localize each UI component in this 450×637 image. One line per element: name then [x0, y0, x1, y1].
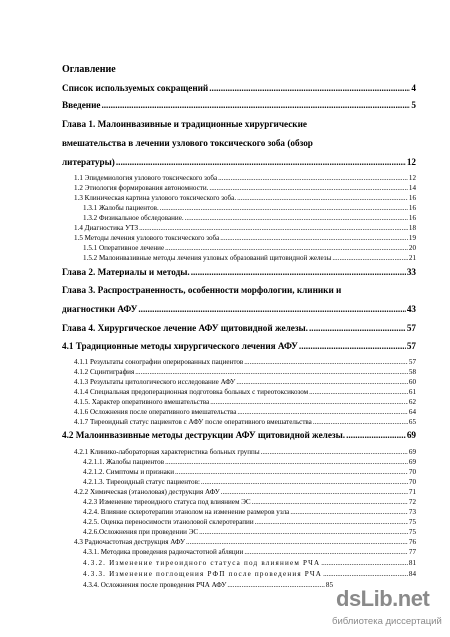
- toc-entry-4-3-2[interactable]: 4.3.2. Изменение тиреоидного статуса под влиянием РЧА ..... 81: [83, 560, 416, 567]
- toc-entry-4-2-1-3[interactable]: 4.2.1.3. Тиреоидный статус пациентов: ..... 70: [83, 479, 416, 486]
- toc-entry-1-5[interactable]: 1.5 Методы лечения узлового токсического зоба ..... 19: [74, 235, 416, 242]
- toc-entry-4-2-1-1[interactable]: 4.2.1.1. Жалобы пациентов ..... 69: [83, 459, 416, 466]
- toc-entry-4-2-6[interactable]: 4.2.6.Осложнения при проведении ЭС ..... 75: [83, 529, 416, 536]
- toc-entry-4-1-7[interactable]: 4.1.7 Тиреоидный статус пациентов с АФУ после оперативного вмешательства ..... 65: [74, 419, 416, 426]
- toc-entry-4-2-1[interactable]: 4.2.1 Клинико-лабораторная характеристика больных группы ..... 69: [74, 449, 416, 456]
- toc-entry-4-2-4[interactable]: 4.2.4. Влияние склеротерапии этанолом на изменение размеров узла ..... 73: [83, 509, 416, 516]
- toc-entry-abbreviations[interactable]: Список используемых сокращений ..... 4: [62, 84, 416, 93]
- toc-entry-1-2[interactable]: 1.2 Этиология формирования автономности. ..... 14: [74, 185, 416, 192]
- toc-entry-1-3-2[interactable]: 1.3.2 Физикальное обследование. ..... 16: [83, 215, 416, 222]
- toc-entry-4-2-1-2[interactable]: 4.2.1.2. Симптомы и признаки ..... 70: [83, 469, 416, 476]
- toc-entry-4-2-2[interactable]: 4.2.2 Химическая (этаноловая) деструкция АФУ ..... 71: [74, 489, 416, 496]
- toc-entry-chapter3-line1[interactable]: Глава 3. Распространенность, особенности морфологии, клиники и: [62, 285, 342, 295]
- watermark: [332, 586, 442, 632]
- toc-entry-chapter1[interactable]: литературы) ..... 12: [62, 158, 416, 167]
- toc-entry-introduction[interactable]: Введение ..... 5: [62, 101, 416, 110]
- toc-entry-1-3-1[interactable]: 1.3.1 Жалобы пациентов. ..... 16: [83, 205, 416, 212]
- toc-title: Оглавление: [62, 64, 116, 75]
- toc-entry-chapter2[interactable]: Глава 2. Материалы и методы. ..... 33: [62, 268, 416, 277]
- toc-entry-chapter3[interactable]: диагностики АФУ ..... 43: [62, 305, 416, 314]
- toc-entry-chapter4[interactable]: Глава 4. Хирургическое лечение АФУ щитовидной железы. ..... 57: [62, 324, 416, 333]
- toc-entry-4-1-6[interactable]: 4.1.6 Осложнения после оперативного вмешательства ..... 64: [74, 409, 416, 416]
- toc-entry-chapter1-line1[interactable]: Глава 1. Малоинвазивные и традиционные хирургические: [62, 119, 307, 129]
- toc-entry-1-3[interactable]: 1.3 Клиническая картина узлового токсического зоба. ..... 16: [74, 195, 416, 202]
- watermark-logo: dsLib.net: [336, 586, 430, 611]
- toc-entry-4-1-2[interactable]: 4.1.2 Сцинтиграфия ..... 58: [74, 369, 416, 376]
- toc-entry-4-1-5[interactable]: 4.1.5. Характер оперативного вмешательства ..... 62: [74, 399, 416, 406]
- toc-entry-4-1[interactable]: 4.1 Традиционные методы хирургического лечения АФУ ..... 57: [62, 342, 416, 351]
- toc-entry-1-5-1[interactable]: 1.5.1 Оперативное лечение ..... 20: [83, 245, 416, 252]
- toc-entry-1-5-2[interactable]: 1.5.2 Малоинвазивные методы лечения узловых образований щитовидной железы ..... 21: [83, 255, 416, 262]
- toc-entry-4-3-1[interactable]: 4.3.1. Методика проведения радиочастотной абляции ..... 77: [83, 549, 416, 556]
- toc-entry-1-4[interactable]: 1.4 Диагностика УТЗ ..... 18: [74, 225, 416, 232]
- toc-entry-4-3[interactable]: 4.3 Радиочастотная деструкция АФУ ..... 76: [74, 539, 416, 546]
- watermark-subtitle: библиотека диссертаций: [332, 616, 442, 627]
- toc-entry-4-2-5[interactable]: 4.2.5. Оценка переносимости этаноловой склеротерапии ..... 75: [83, 519, 416, 526]
- toc-entry-4-1-3[interactable]: 4.1.3 Результаты цитологического исследование АФУ ..... 60: [74, 379, 416, 386]
- toc-entry-4-2[interactable]: 4.2 Малоинвазивные методы деструкции АФУ щитовидной железы. ..... 69: [62, 431, 416, 440]
- toc-entry-chapter1-line2[interactable]: вмешательства в лечении узлового токсического зоба (обзор: [62, 138, 313, 148]
- toc-entry-4-1-1[interactable]: 4.1.1 Результаты сонографии оперированных пациентов ..... 57: [74, 359, 416, 366]
- toc-entry-4-1-4[interactable]: 4.1.4 Специальная предоперационная подготовка больных с тиреотоксикозом ..... 61: [74, 389, 416, 396]
- toc-entry-4-3-4[interactable]: 4.3.4. Осложнения после проведения РЧА АФУ ..... 85: [83, 582, 333, 589]
- toc-entry-1-1[interactable]: 1.1 Эпидемиология узлового токсического зоба ..... 12: [74, 175, 416, 182]
- toc-entry-4-2-3[interactable]: 4.2.3 Изменение тиреоидного статуса под влиянием ЭС ..... 72: [83, 499, 416, 506]
- toc-entry-4-3-3[interactable]: 4.3.3. Изменение поглощения РФП после проведения РЧА ..... 84: [83, 571, 416, 578]
